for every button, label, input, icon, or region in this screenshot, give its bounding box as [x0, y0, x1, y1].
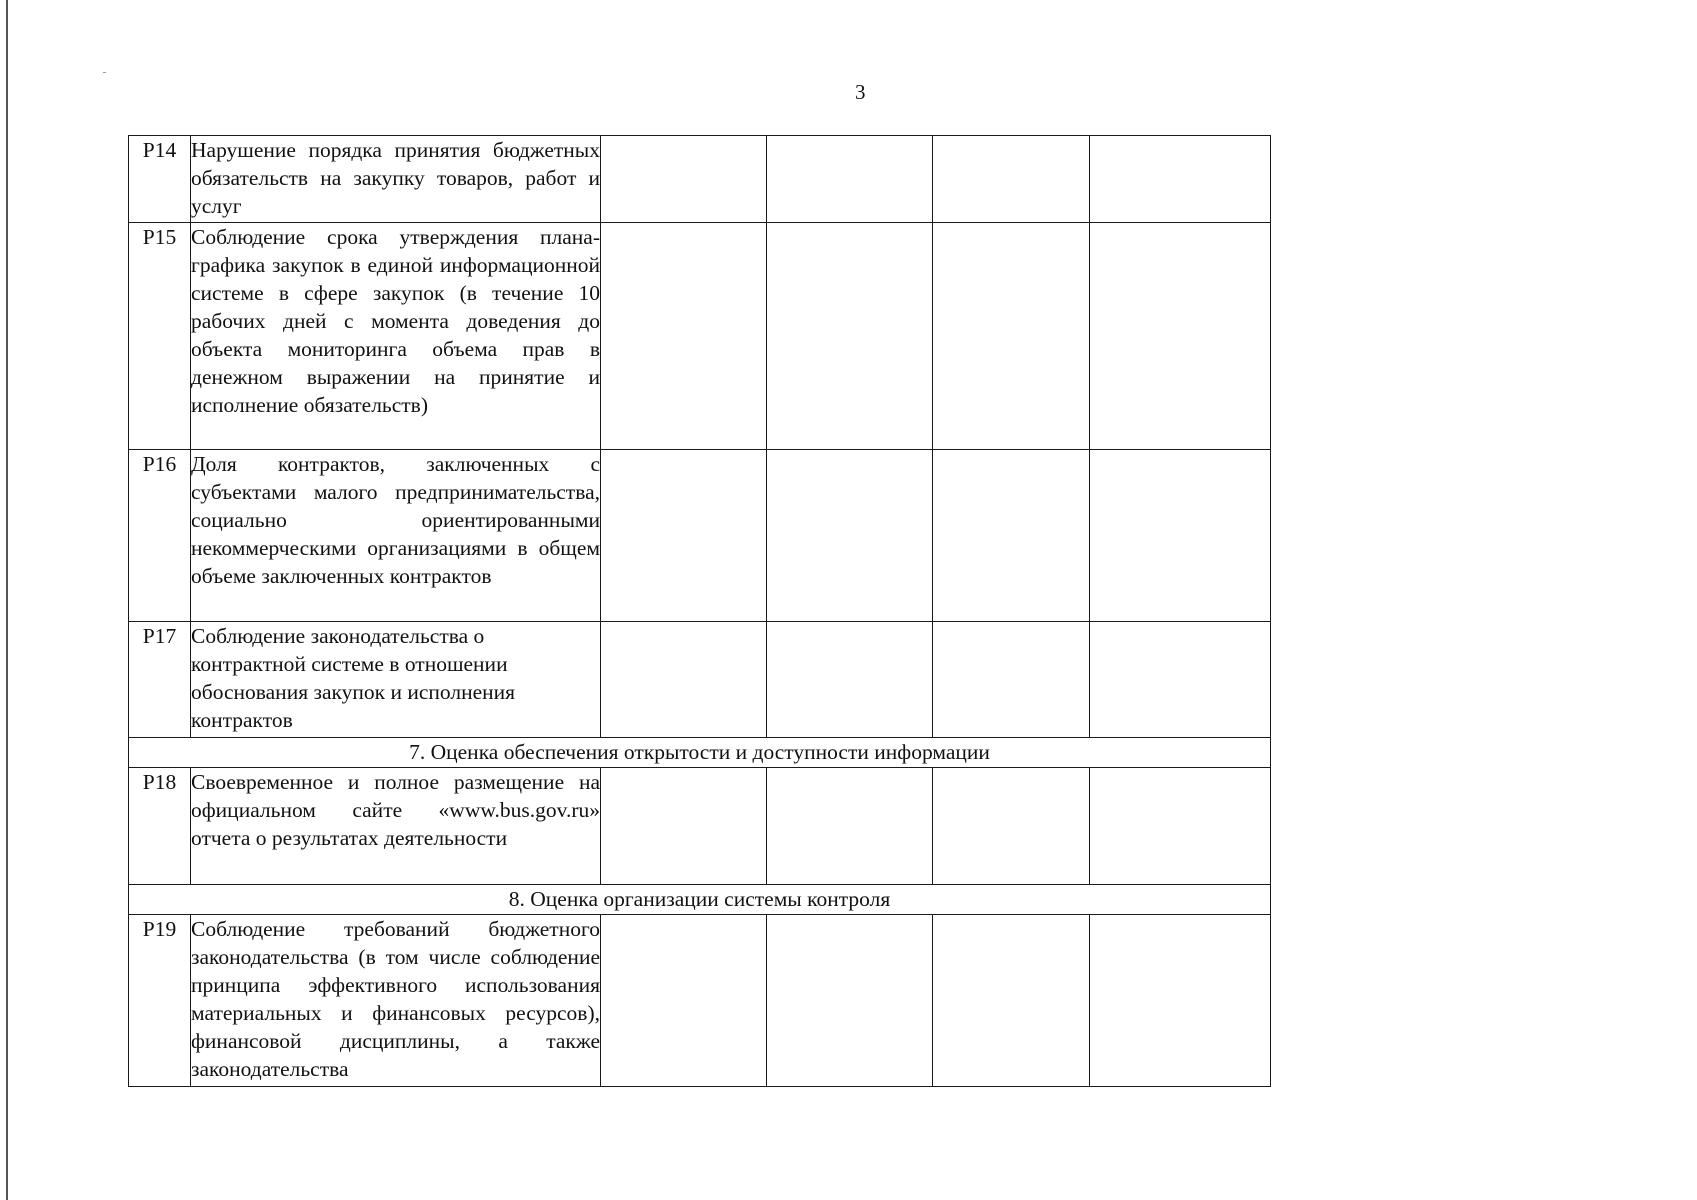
indicator-code: Р19: [129, 915, 191, 1087]
value-cell: [1090, 223, 1271, 450]
table-row-p17: [129, 622, 1271, 738]
value-cell: [933, 915, 1090, 1087]
value-cell: [933, 223, 1090, 450]
value-cell: [601, 450, 767, 622]
value-cell: [767, 622, 933, 738]
value-cell: [601, 136, 767, 223]
section-heading: 7. Оценка обеспечения открытости и доступности информации: [129, 738, 1271, 768]
indicator-code: Р18: [129, 768, 191, 885]
value-cell: [601, 768, 767, 885]
value-cell: [1090, 622, 1271, 738]
indicator-code: Р15: [129, 223, 191, 450]
section-row-7: [129, 738, 1271, 768]
value-cell: [767, 768, 933, 885]
section-heading: 8. Оценка организации системы контроля: [129, 885, 1271, 915]
value-cell: [767, 450, 933, 622]
table-row-p14: [129, 136, 1271, 223]
table-row-p16: [129, 450, 1271, 622]
value-cell: [1090, 915, 1271, 1087]
page-number: 3: [855, 80, 866, 104]
scan-edge-line: [6, 0, 8, 1200]
value-cell: [767, 223, 933, 450]
value-cell: [933, 450, 1090, 622]
indicator-description: [191, 768, 601, 885]
indicator-description-text: Соблюдение срока утверждения плана-графика закупок в единой информационной системе в сфере закупок (в течение 10 рабочих дней с момента доведения до объекта мониторинга объема прав в денежном выражении на принятие и исполнение обязательств): [191, 225, 600, 417]
indicator-code: Р17: [129, 622, 191, 738]
value-cell: [1090, 136, 1271, 223]
indicator-description: [191, 622, 601, 738]
indicator-description: [191, 136, 601, 223]
value-cell: [933, 768, 1090, 885]
indicator-description-text: Соблюдение законодательства о контрактной системе в отношении обоснования закупок и исполнения контрактов: [191, 624, 516, 732]
scan-speck: [103, 72, 106, 73]
indicators-table: [128, 135, 1271, 1087]
value-cell: [767, 915, 933, 1087]
table-row-p19: [129, 915, 1271, 1087]
value-cell: [601, 223, 767, 450]
value-cell: [601, 915, 767, 1087]
indicator-description-text: Соблюдение требований бюджетного законодательства (в том числе соблюдение принципа эффективного использования материальных и финансовых ресурсов), финансовой дисциплины, а также законодательства: [191, 917, 600, 1081]
value-cell: [933, 622, 1090, 738]
value-cell: [1090, 450, 1271, 622]
value-cell: [1090, 768, 1271, 885]
table-row-p15: [129, 223, 1271, 450]
indicator-code: Р14: [129, 136, 191, 223]
section-row-8: [129, 885, 1271, 915]
value-cell: [767, 136, 933, 223]
indicator-description: [191, 915, 601, 1087]
indicator-code: Р16: [129, 450, 191, 622]
indicator-description: [191, 223, 601, 450]
table-row-p18: [129, 768, 1271, 885]
value-cell: [601, 622, 767, 738]
indicator-description: [191, 450, 601, 622]
indicator-description-text: Доля контрактов, заключенных с субъектами малого предпринимательства, социально ориентированными некоммерческими организациями в общем объеме заключенных контрактов: [191, 452, 600, 588]
value-cell: [933, 136, 1090, 223]
indicator-description-text: Нарушение порядка принятия бюджетных обязательств на закупку товаров, работ и услуг: [191, 138, 600, 218]
indicator-description-text: Своевременное и полное размещение на официальном сайте «www.bus.gov.ru» отчета о результатах деятельности: [191, 770, 600, 850]
